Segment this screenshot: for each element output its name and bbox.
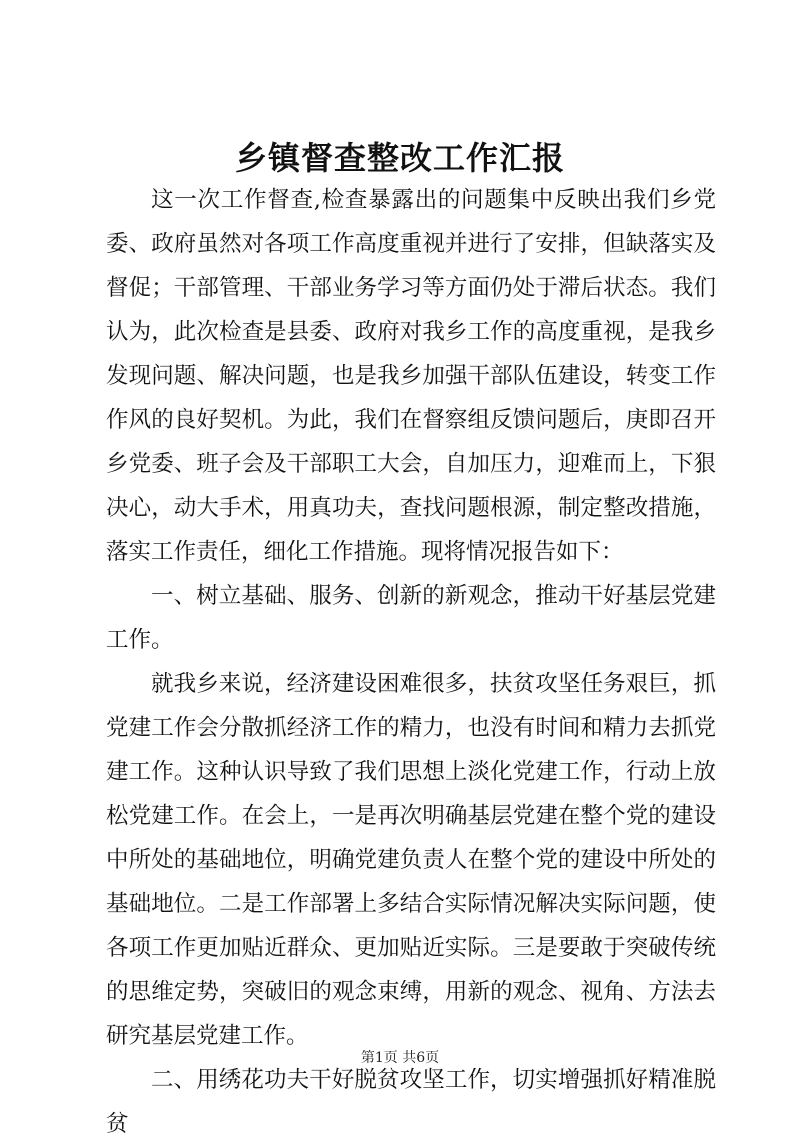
document-title: 乡镇督查整改工作汇报 <box>234 139 565 177</box>
paragraph-heading-two: 二、用绣花功夫干好脱贫攻坚工作，切实增强抓好精准脱贫 <box>106 1067 716 1137</box>
paragraph-section-one: 就我乡来说，经济建设困难很多，扶贫攻坚任务艰巨，抓党建工作会分散抓经济工作的精力，也没有时间和精力去抓党建工作。这种认识导致了我们思想上淡化党建工作，行动上放松党建工作。在会上，一是再次明确基层党建在整个党的建设中所处的基础地位，明确党建负责人在整个党的建设中所处的基础地位。二是工作部署上多结合实际情况解决实际问题，使各项工作更加贴近群众、更加贴近实际。三是要敢于突破传统的思维定势，突破旧的观念束缚，用新的观念、视角、方法去研究基层党建工作。 <box>106 671 716 1049</box>
document-body <box>106 178 716 1146</box>
paragraph-heading-one: 一、树立基础、服务、创新的新观念，推动干好基层党建工作。 <box>106 583 716 653</box>
page-number-footer: 第1页 共6页 <box>360 1050 440 1066</box>
paragraph-intro: 这一次工作督查,检查暴露出的问题集中反映出我们乡党委、政府虽然对各项工作高度重视并进行了安排，但缺落实及督促；干部管理、干部业务学习等方面仍处于滞后状态。我们认为，此次检查是县委、政府对我乡工作的高度重视，是我乡发现问题、解决问题，也是我乡加强干部队伍建设，转变工作作风的良好契机。为此，我们在督察组反馈问题后，庚即召开乡党委、班子会及干部职工大会，自加压力，迎难而上，下狠决心，动大手术，用真功夫，查找问题根源，制定整改措施，落实工作责任，细化工作措施。现将情况报告如下： <box>106 187 716 565</box>
